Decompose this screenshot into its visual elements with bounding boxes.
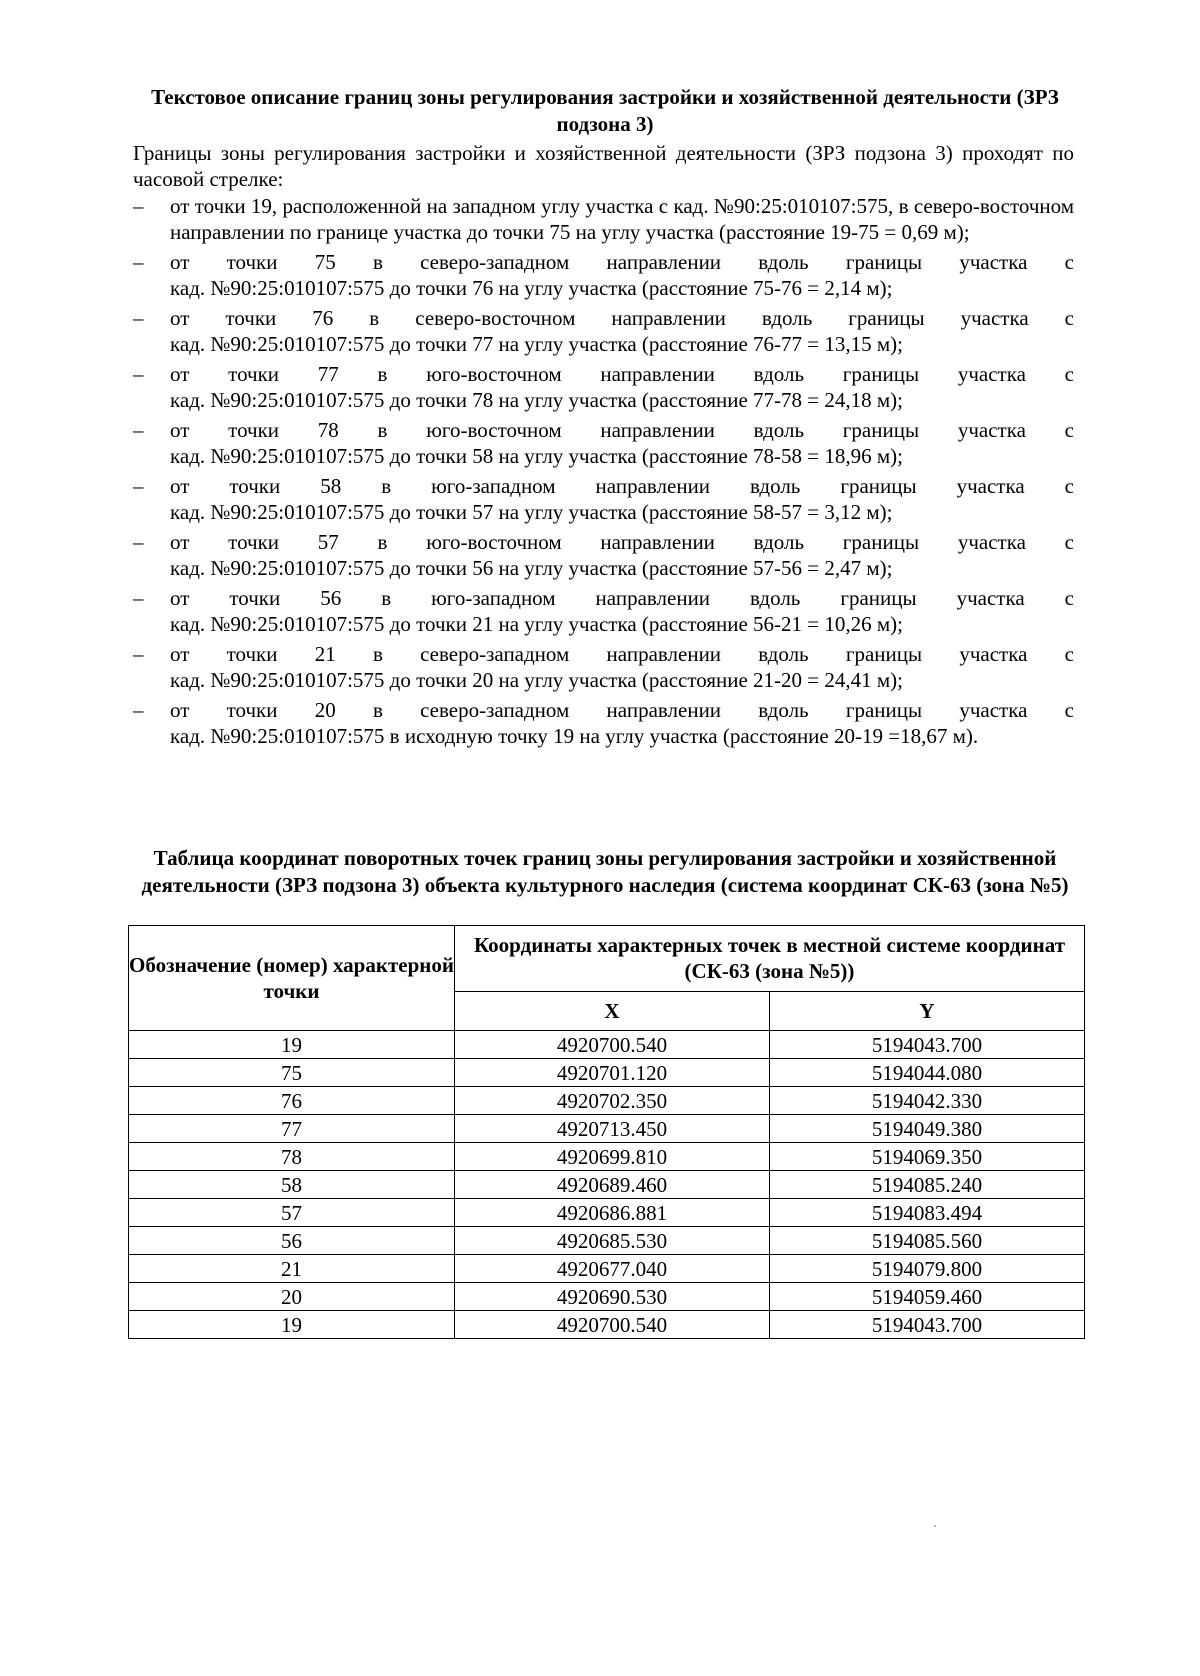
cell-point: 21 [129, 1255, 455, 1283]
list-item-text: кад. №90:25:010107:575 в исходную точку 19 на углу участка (расстояние 20-19 =18,67 м). [170, 724, 979, 748]
list-item [133, 473, 1074, 525]
cell-x: 4920702.350 [455, 1087, 770, 1115]
cell-y: 5194085.240 [770, 1171, 1085, 1199]
list-item-first-line: от точки 75 в северо-западном направлении вдоль границы участка с [170, 250, 1074, 274]
list-item-text: кад. №90:25:010107:575 до точки 56 на углу участка (расстояние 57-56 = 2,47 м); [170, 556, 893, 580]
cell-x: 4920700.540 [455, 1031, 770, 1059]
list-item-text: кад. №90:25:010107:575 до точки 57 на углу участка (расстояние 58-57 = 3,12 м); [170, 500, 893, 524]
table-row [129, 1199, 1085, 1227]
cell-y: 5194049.380 [770, 1115, 1085, 1143]
table-title: Таблица координат поворотных точек границ зоны регулирования застройки и хозяйственной деятельности (ЗРЗ подзона 3) объекта культурного наследия (система координат СК-63 (зона №5) [141, 846, 1069, 897]
cell-x: 4920685.530 [455, 1227, 770, 1255]
cell-point: 76 [129, 1087, 455, 1115]
intro-paragraph: Границы зоны регулирования застройки и хозяйственной деятельности (ЗРЗ подзона 3) проходят по часовой стрелке: [133, 141, 1074, 191]
list-item [133, 585, 1074, 637]
list-item-text: северо-восточном направлении по границе участка до точки 75 на углу участка (расстояние 19-75 = 0,69 м); [170, 194, 1075, 244]
boundary-description-list [133, 193, 1074, 753]
list-item [133, 417, 1074, 469]
cell-point: 56 [129, 1227, 455, 1255]
list-item-text: кад. №90:25:010107:575 до точки 58 на углу участка (расстояние 78-58 = 18,96 м); [170, 444, 904, 468]
cell-x: 4920677.040 [455, 1255, 770, 1283]
cell-x: 4920699.810 [455, 1143, 770, 1171]
cell-y: 5194083.494 [770, 1199, 1085, 1227]
list-item [133, 529, 1074, 581]
table-row [129, 1059, 1085, 1087]
cell-x: 4920689.460 [455, 1171, 770, 1199]
list-dash: – [133, 250, 144, 274]
cell-point: 20 [129, 1283, 455, 1311]
cell-point: 19 [129, 1311, 455, 1339]
cell-y: 5194079.800 [770, 1255, 1085, 1283]
list-item-text: кад. №90:25:010107:575 до точки 20 на углу участка (расстояние 21-20 = 24,41 м); [170, 668, 904, 692]
list-item-text: кад. №90:25:010107:575 до точки 76 на углу участка (расстояние 75-76 = 2,14 м); [170, 276, 893, 300]
list-item-first-line: от точки 21 в северо-западном направлении вдоль границы участка с [170, 642, 1074, 666]
cell-y: 5194043.700 [770, 1031, 1085, 1059]
list-dash: – [133, 530, 144, 554]
list-item-first-line: от точки 56 в юго-западном направлении вдоль границы участка с [170, 586, 1074, 610]
list-item [133, 641, 1074, 693]
list-dash: – [133, 418, 144, 442]
cell-point: 58 [129, 1171, 455, 1199]
list-item-text: кад. №90:25:010107:575 до точки 21 на углу участка (расстояние 56-21 = 10,26 м); [170, 612, 904, 636]
header-point-name: Обозначение (номер) характерной точки [129, 926, 455, 1031]
table-row [129, 1227, 1085, 1255]
list-item [133, 249, 1074, 301]
list-item-first-line: от точки 20 в северо-западном направлении вдоль границы участка с [170, 698, 1074, 722]
list-item-first-line: от точки 78 в юго-восточном направлении вдоль границы участка с [170, 418, 1074, 442]
cell-x: 4920700.540 [455, 1311, 770, 1339]
cell-point: 57 [129, 1199, 455, 1227]
list-item-text: кад. №90:25:010107:575 до точки 78 на углу участка (расстояние 77-78 = 24,18 м); [170, 388, 904, 412]
table-row [129, 1143, 1085, 1171]
table-row [129, 1115, 1085, 1143]
document-title: Текстовое описание границ зоны регулирования застройки и хозяйственной деятельности (ЗРЗ подзона 3) [151, 85, 1059, 136]
header-x: X [455, 991, 770, 1030]
list-item-first-line: от точки 77 в юго-восточном направлении вдоль границы участка с [170, 362, 1074, 386]
table-row [129, 1171, 1085, 1199]
table-row [129, 1255, 1085, 1283]
scan-speck [934, 1525, 936, 1527]
list-item [133, 361, 1074, 413]
list-item-text: кад. №90:25:010107:575 до точки 77 на углу участка (расстояние 76-77 = 13,15 м); [170, 332, 904, 356]
table-row [129, 1031, 1085, 1059]
cell-y: 5194069.350 [770, 1143, 1085, 1171]
cell-x: 4920701.120 [455, 1059, 770, 1087]
list-dash: – [133, 474, 144, 498]
cell-x: 4920686.881 [455, 1199, 770, 1227]
table-row [129, 1283, 1085, 1311]
list-dash: – [133, 698, 144, 722]
header-coordinates-group: Координаты характерных точек в местной системе координат (СК-63 (зона №5)) [455, 926, 1085, 992]
cell-point: 78 [129, 1143, 455, 1171]
cell-point: 19 [129, 1031, 455, 1059]
cell-y: 5194059.460 [770, 1283, 1085, 1311]
table-row [129, 1311, 1085, 1339]
table-row [129, 1087, 1085, 1115]
cell-y: 5194044.080 [770, 1059, 1085, 1087]
list-item [133, 697, 1074, 749]
cell-y: 5194042.330 [770, 1087, 1085, 1115]
list-dash: – [133, 642, 144, 666]
list-item-first-line: от точки 57 в юго-восточном направлении вдоль границы участка с [170, 530, 1074, 554]
list-item-first-line: от точки 19, расположенной на западном углу участка с кад. №90:25:010107:575, в [170, 194, 909, 218]
list-item-first-line: от точки 76 в северо-восточном направлении вдоль границы участка с [170, 306, 1074, 330]
list-dash: – [133, 194, 144, 218]
cell-point: 77 [129, 1115, 455, 1143]
list-dash: – [133, 586, 144, 610]
coordinates-table [128, 925, 1085, 1339]
list-item [133, 193, 1074, 245]
list-dash: – [133, 306, 144, 330]
cell-y: 5194043.700 [770, 1311, 1085, 1339]
cell-x: 4920713.450 [455, 1115, 770, 1143]
list-item [133, 305, 1074, 357]
cell-y: 5194085.560 [770, 1227, 1085, 1255]
cell-x: 4920690.530 [455, 1283, 770, 1311]
header-y: Y [770, 991, 1085, 1030]
list-dash: – [133, 362, 144, 386]
cell-point: 75 [129, 1059, 455, 1087]
list-item-first-line: от точки 58 в юго-западном направлении вдоль границы участка с [170, 474, 1074, 498]
